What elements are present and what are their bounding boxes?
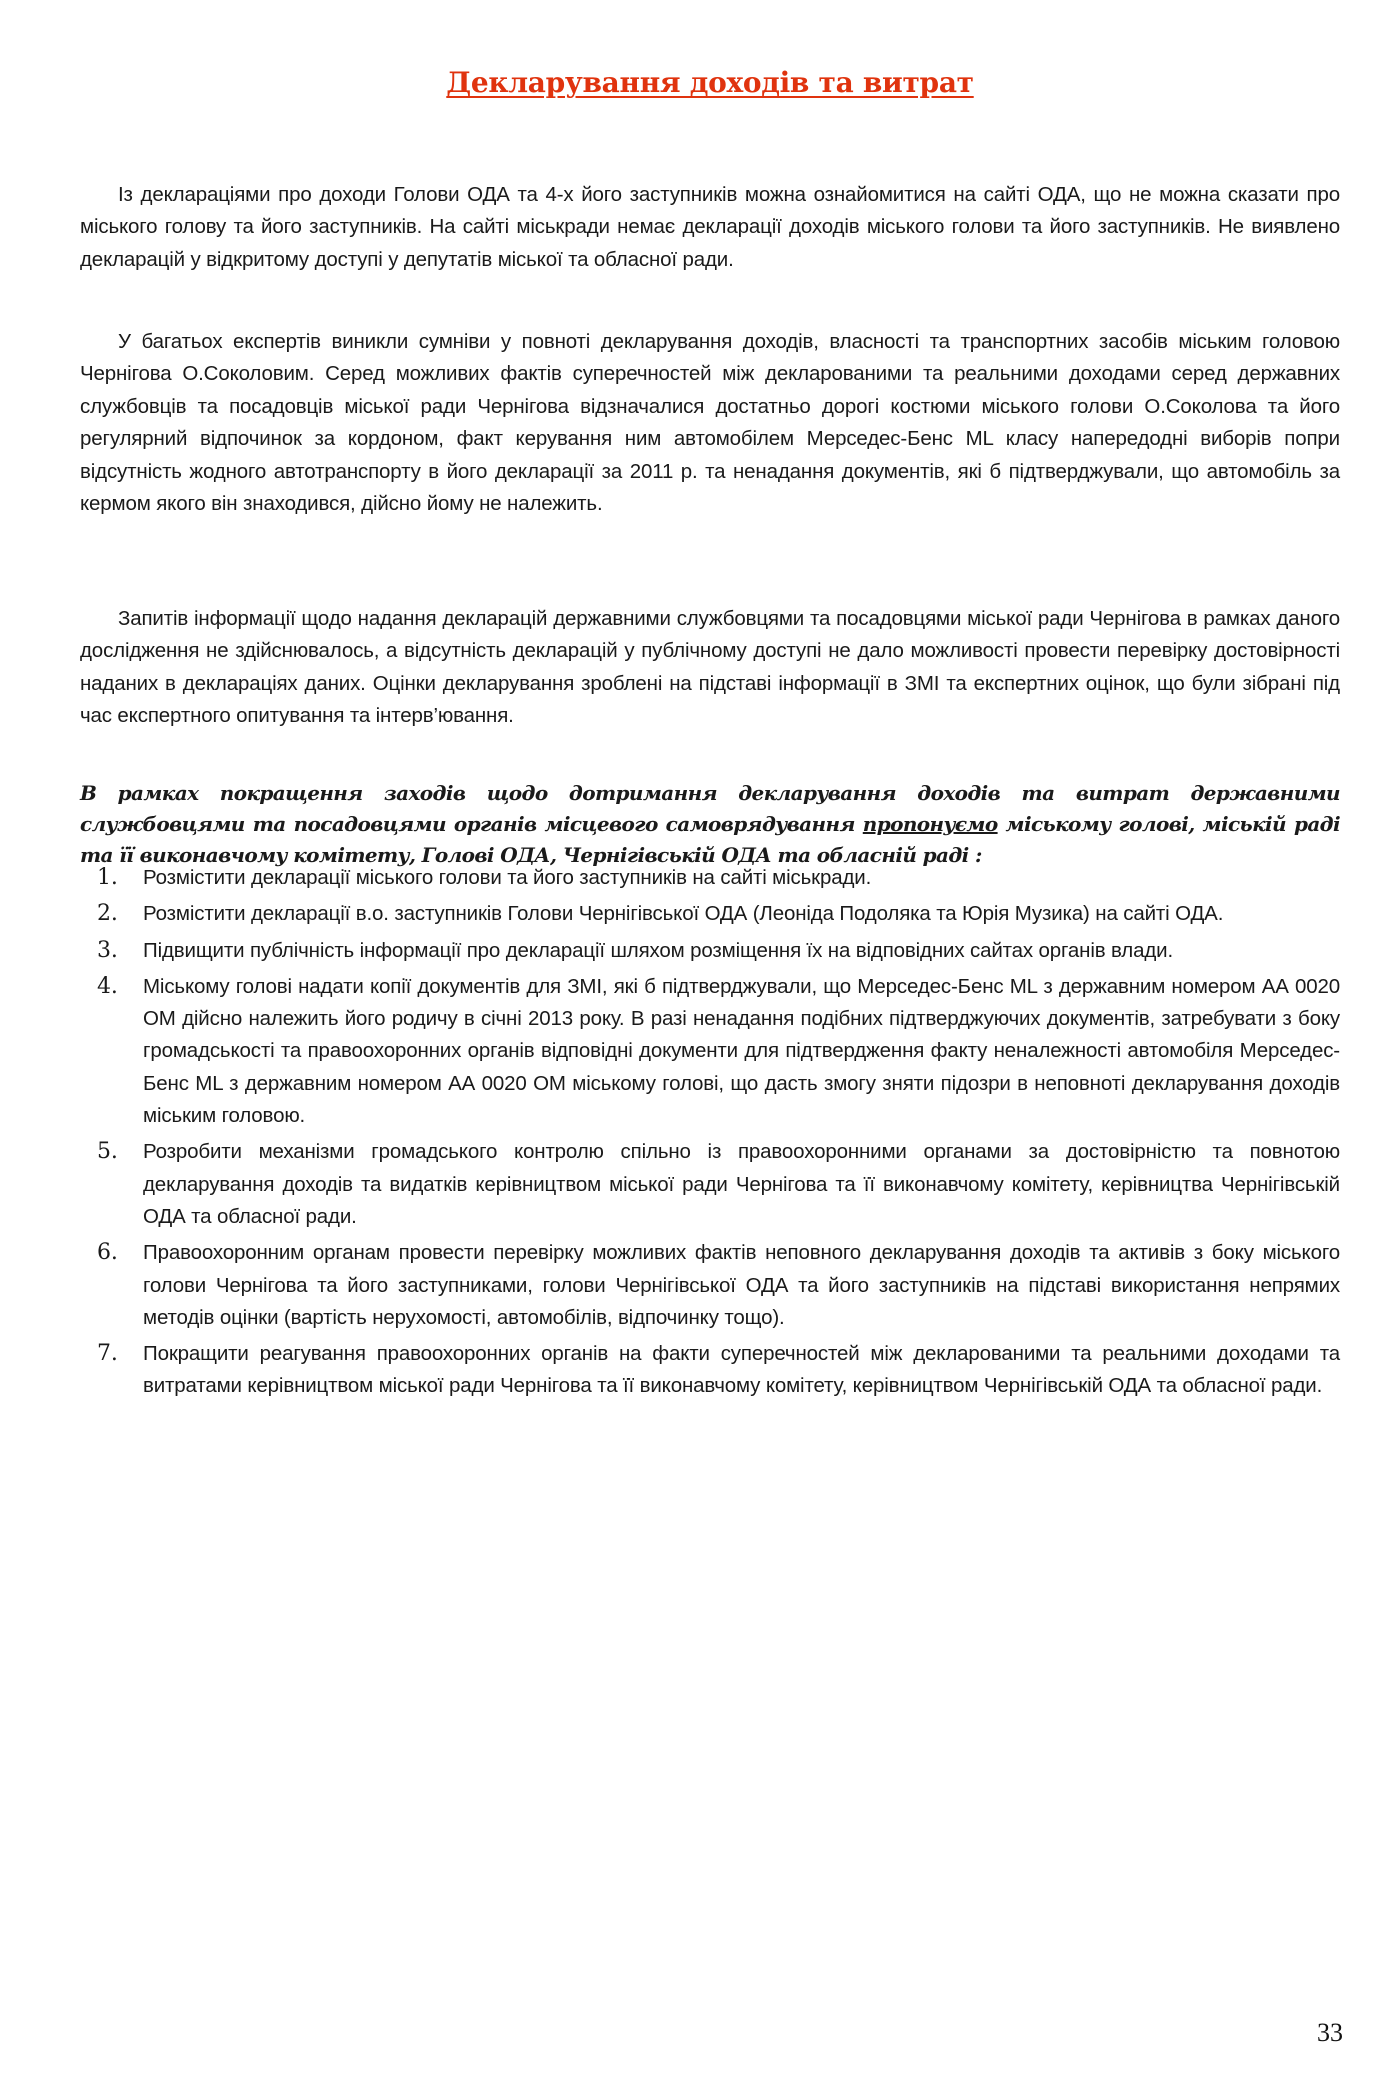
list-number: 2. [97,901,118,927]
page-number: 33 [1317,2018,1343,2047]
list-number: 7. [97,1341,118,1367]
paragraph-information-requests: Запитів інформації щодо надання декларацій державними службовцями та посадовцями міської ради Чернігова в рамках даного дослідження не здійснювалось, а відсутність декларацій у публічному доступі не дало можливості провести перевірку достовірності наданих в деклараціях даних. Оцінки декларування зроблені на підставі інформації в ЗМІ та експертних оцінок, що були зібрані під час експертного опитування та інтерв’ювання. [80,606,1340,728]
proposal-intro [80,778,1340,871]
list-item [93,862,1340,894]
recommendations-list [93,862,1340,1407]
list-item-text: Розробити механізми громадського контролю спільно із правоохоронними органами за достовірністю та повнотою декларування доходів та видатків керівництвом міської ради Чернігова та її виконавчому комітету, керівництва Чернігівській ОДА та обласної ради. [143,1140,1340,1228]
list-item [93,1237,1340,1334]
list-item [93,935,1340,967]
list-item-text: Розмістити декларації в.о. заступників Голови Чернігівської ОДА (Леоніда Подоляка та Юрія Музика) на сайті ОДА. [143,902,1224,926]
list-number: 6. [97,1240,118,1266]
list-item-text: Підвищити публічність інформації про декларації шляхом розміщення їх на відповідних сайтах органів влади. [143,938,1174,962]
proposal-addressees: міському голові, міській раді та її виконавчому комітету, Голові ОДА, Чернігівській ОДА та обласній раді : [80,812,1340,867]
list-item-text: Правоохоронним органам провести перевірку можливих фактів неповного декларування доходів та активів з боку міського голови Чернігова та його заступниками, голови Чернігівської ОДА та його заступників на підставі використання непрямих методів оцінки (вартість нерухомості, автомобілів, відпочинку тощо). [143,1241,1340,1329]
list-number: 4. [97,973,118,999]
paragraph-declarations-availability: Із деклараціями про доходи Голови ОДА та 4-х його заступників можна ознайомитися на сайті ОДА, що не можна сказати про міського голову та його заступників. На сайті міськради немає декларації доходів міського голови та його заступників. Не виявлено декларацій у відкритому доступі у депутатів міської та обласної ради. [80,182,1340,271]
list-item [93,1338,1340,1403]
proposal-intro-text: В рамках покращення заходів щодо дотримання декларування доходів та витрат державними службовцями та посадовцями органів місцевого самоврядування [80,781,1340,836]
list-item [93,1136,1340,1233]
list-item [93,898,1340,930]
list-number: 5. [97,1139,118,1165]
paragraph-expert-doubts: У багатьох експертів виникли сумніви у повноті декларування доходів, власності та транспортних засобів міським головою Чернігова О.Соколовим. Серед можливих фактів суперечностей між декларованими та реальними доходами серед державних службовців та посадовців міської ради Чернігова відзначалися достатньо дорогі костюми міського голови О.Соколова та його регулярний відпочинок за кордоном, факт керування ним автомобілем Мерседес-Бенс ML класу напередодні виборів попри відсутність жодного автотранспорту в його декларації за 2011 р. та ненадання документів, які б підтверджували, що автомобіль за кермом якого він знаходився, дійсно йому не належить. [80,329,1340,516]
list-number: 1. [97,865,118,890]
list-item-text: Покращити реагування правоохоронних органів на факти суперечностей між декларованими та реальними доходами та витратами керівництвом міської ради Чернігова та її виконавчому комітету, керівництвом Чернігівській ОДА та обласної ради. [143,1342,1340,1398]
list-number: 3. [97,937,118,963]
list-item-text: Міському голові надати копії документів для ЗМІ, які б підтверджували, що Мерседес-Бенс ML з державним номером АА 0020 ОМ дійсно належить його родичу в січні 2013 року. В разі ненадання подібних підтверджуючих документів, затребувати з боку громадськості та правоохоронних органів відповідні документи для підтвердження факту неналежності автомобіля Мерседес-Бенс ML з державним номером АА 0020 ОМ міському голові, що дасть змогу зняти підозри в неповноті декларування доходів міським головою. [143,974,1340,1128]
page-title: Декларування доходів та витрат [446,66,974,99]
list-item [93,971,1340,1132]
proposal-underlined-word: пропонуємо [862,812,998,836]
list-item-text: Розмістити декларації міського голови та його заступників на сайті міськради. [143,866,872,889]
